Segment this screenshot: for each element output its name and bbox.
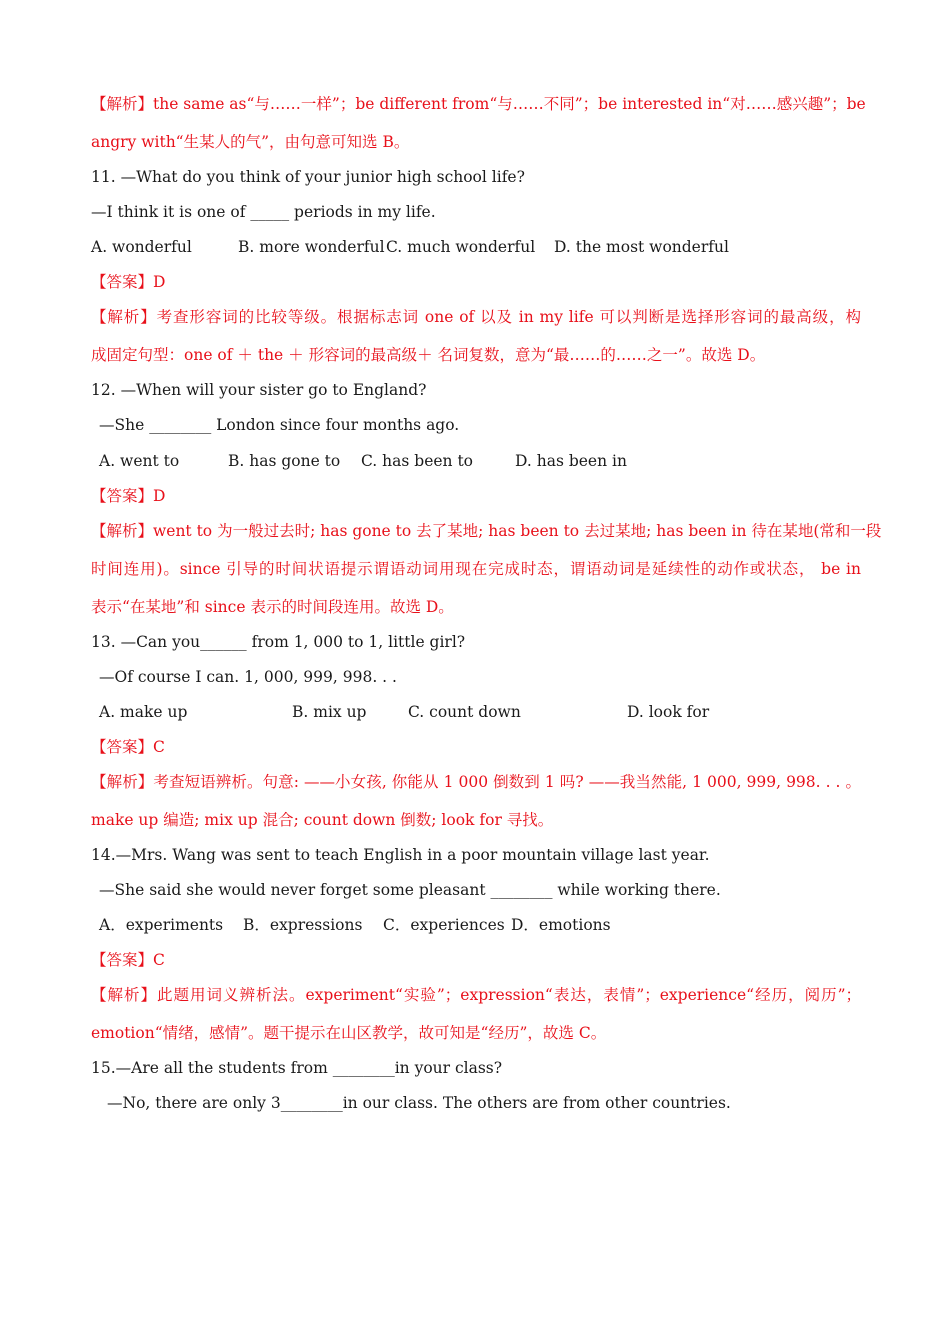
q13-answer: 【答案】C xyxy=(91,738,165,756)
q14-analysis-line-1: 【解析】此题用词义辨析法。experiment“实验”；expression“表达，表情”；experience“经历，阅历”； xyxy=(91,986,861,1004)
q11-reply: —I think it is one of _____ periods in my life. xyxy=(91,203,436,221)
q13-option-c: C. count down xyxy=(408,703,521,721)
q11-answer: 【答案】D xyxy=(91,273,166,291)
q13-option-b: B. mix up xyxy=(292,703,367,721)
q12-analysis-line-2: 时间连用)。since 引导的时间状语提示谓语动词用现在完成时态，谓语动词是延续性的动作或状态， be in xyxy=(91,560,861,578)
q11-option-b: B. more wonderful xyxy=(238,238,385,256)
q12-option-d: D. has been in xyxy=(515,452,627,470)
q12-analysis-line-1: 【解析】went to 为一般过去时; has gone to 去了某地; has been to 去过某地; has been in 待在某地(常和一段 xyxy=(91,522,882,540)
q12-option-c: C. has been to xyxy=(361,452,474,470)
q13-analysis-line-2: make up 编造; mix up 混合; count down 倒数; look for 寻找。 xyxy=(91,811,554,829)
q11-option-c: C. much wonderful xyxy=(386,238,536,256)
q11-question: 11. —What do you think of your junior high school life? xyxy=(91,168,525,186)
q10-analysis-line-2: angry with“生某人的气”，由句意可知选 B。 xyxy=(91,133,410,151)
q15-question: 15.—Are all the students from ________in your class? xyxy=(91,1059,503,1077)
q13-analysis-line-1: 【解析】考查短语辨析。句意: ——小女孩, 你能从 1 000 倒数到 1 吗? ——我当然能, 1 000, 999, 998. . . 。 xyxy=(91,773,861,791)
q14-option-a: A．experiments xyxy=(99,916,224,934)
q12-analysis-line-3: 表示“在某地”和 since 表示的时间段连用。故选 D。 xyxy=(91,598,454,616)
q11-option-d: D. the most wonderful xyxy=(554,238,729,256)
q13-question: 13. —Can you______ from 1, 000 to 1, little girl? xyxy=(91,633,466,651)
q15-reply: —No, there are only 3________in our class. The others are from other countries. xyxy=(107,1094,731,1112)
q14-option-b: B．expressions xyxy=(243,916,363,934)
q11-analysis-line-1: 【解析】考查形容词的比较等级。根据标志词 one of 以及 in my life 可以判断是选择形容词的最高级，构 xyxy=(91,308,861,326)
q12-option-b: B. has gone to xyxy=(228,452,341,470)
q13-reply: —Of course I can. 1, 000, 999, 998. . . xyxy=(99,668,397,686)
q14-option-d: D．emotions xyxy=(511,916,611,934)
q13-option-d: D. look for xyxy=(627,703,710,721)
q14-option-c: C．experiences xyxy=(383,916,505,934)
q12-answer: 【答案】D xyxy=(91,487,166,505)
q11-analysis-line-2: 成固定句型：one of ＋ the ＋ 形容词的最高级＋ 名词复数，意为“最……的……之一”。故选 D。 xyxy=(91,346,766,364)
q14-question: 14.—Mrs. Wang was sent to teach English in a poor mountain village last year. xyxy=(91,846,710,864)
q12-question: 12. —When will your sister go to England? xyxy=(91,381,427,399)
q11-option-a: A. wonderful xyxy=(91,238,192,256)
q10-analysis-line-1: 【解析】the same as“与……一样”；be different from“与……不同”；be interested in“对……感兴趣”；be xyxy=(91,95,866,113)
q14-analysis-line-2: emotion“情绪，感情”。题干提示在山区教学，故可知是“经历”，故选 C。 xyxy=(91,1024,607,1042)
q12-reply: —She ________ London since four months ago. xyxy=(99,416,460,434)
q14-answer: 【答案】C xyxy=(91,951,165,969)
q13-option-a: A. make up xyxy=(99,703,188,721)
q12-option-a: A. went to xyxy=(99,452,180,470)
q14-reply: —She said she would never forget some pleasant ________ while working there. xyxy=(99,881,721,899)
